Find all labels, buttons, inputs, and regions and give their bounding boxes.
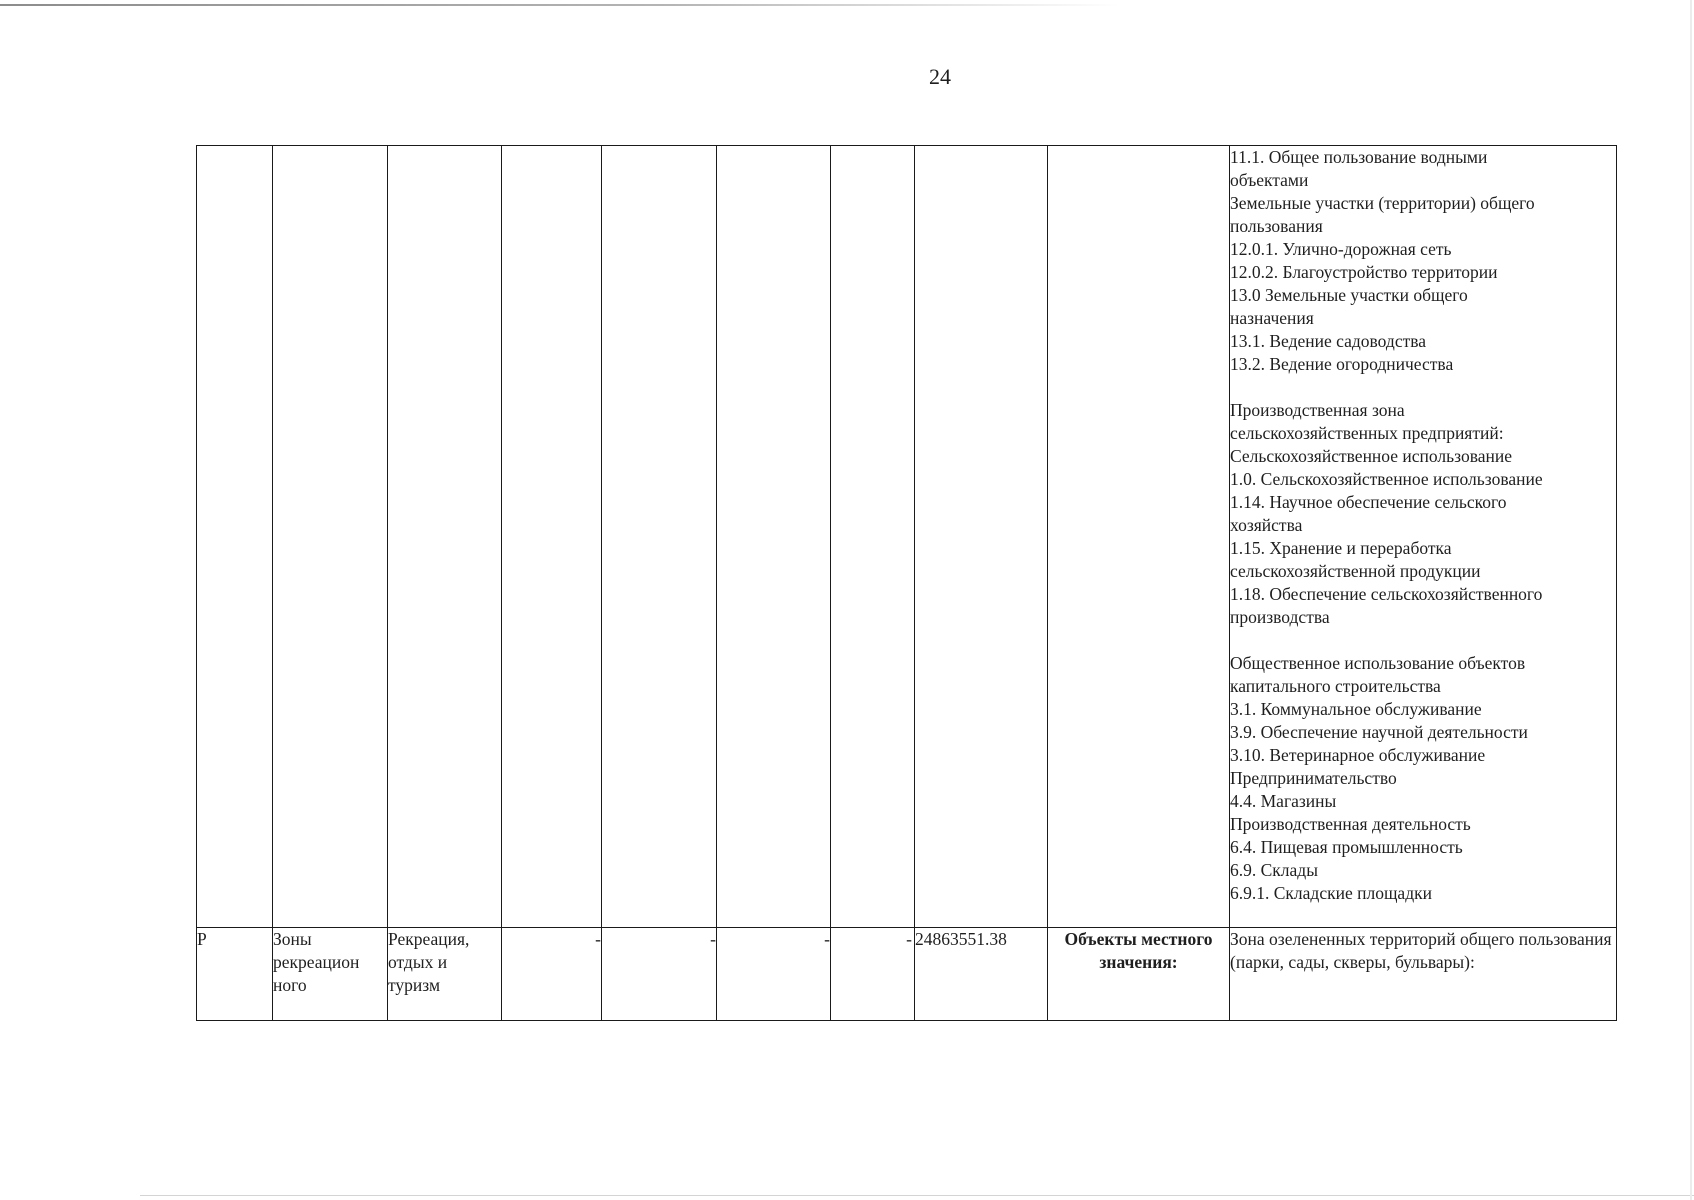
land-use-list <box>1230 146 1616 905</box>
land-use-line: Общественное использование объектов <box>1230 653 1526 673</box>
cell-empty <box>273 146 388 928</box>
land-use-line: 12.0.1. Улично-дорожная сеть <box>1230 239 1452 259</box>
land-use-line: 6.9. Склады <box>1230 860 1318 880</box>
land-use-list-cell <box>1230 146 1617 928</box>
land-use-line: 6.4. Пищевая промышленность <box>1230 837 1463 857</box>
scan-edge-line-top <box>0 4 1120 6</box>
land-use-line: капитального строительства <box>1230 676 1441 696</box>
page-number: 24 <box>929 64 951 89</box>
land-use-line: 11.1. Общее пользование водными <box>1230 147 1488 167</box>
land-use-line: 13.1. Ведение садоводства <box>1230 331 1427 351</box>
cell-empty <box>602 146 717 928</box>
dash-cell: - <box>831 928 915 1021</box>
land-use-line: пользования <box>1230 216 1323 236</box>
land-use-line: 3.9. Обеспечение научной деятельности <box>1230 722 1528 742</box>
scan-edge-line-right <box>1690 0 1692 1200</box>
cell-empty <box>502 146 602 928</box>
land-use-line: 1.18. Обеспечение сельскохозяйственного <box>1230 584 1543 604</box>
objects-label: Объекты местного значения: <box>1048 928 1230 1021</box>
dash-cell: - <box>502 928 602 1021</box>
land-use-line: Сельскохозяйственное использование <box>1230 446 1512 466</box>
land-use-line: 3.1. Коммунальное обслуживание <box>1230 699 1482 719</box>
land-use-line: 1.14. Научное обеспечение сельского <box>1230 492 1507 512</box>
cell-empty <box>915 146 1048 928</box>
land-use-line: объектами <box>1230 170 1309 190</box>
land-use-line: назначения <box>1230 308 1314 328</box>
cell-empty <box>388 146 502 928</box>
land-use-line: 12.0.2. Благоустройство территории <box>1230 262 1498 282</box>
dash-cell: - <box>717 928 831 1021</box>
scan-edge-line-bottom <box>140 1195 1694 1196</box>
land-use-line: Предпринимательство <box>1230 768 1397 788</box>
land-use-line: 3.10. Ветеринарное обслуживание <box>1230 745 1486 765</box>
land-use-line: 13.0 Земельные участки общего <box>1230 285 1468 305</box>
land-use-line: 13.2. Ведение огородничества <box>1230 354 1454 374</box>
zone-name: Зоны рекреацион ного <box>273 928 388 1021</box>
land-use-line: Земельные участки (территории) общего <box>1230 193 1535 213</box>
land-use-line: Производственная деятельность <box>1230 814 1471 834</box>
cell-empty <box>717 146 831 928</box>
land-use-line: производства <box>1230 607 1330 627</box>
zone-area: 24863551.38 <box>915 928 1048 1021</box>
cell-empty <box>197 146 273 928</box>
dash-cell: - <box>602 928 717 1021</box>
cell-empty <box>1048 146 1230 928</box>
land-use-line: 1.15. Хранение и переработка <box>1230 538 1452 558</box>
table-row-recreation-zone <box>197 928 1617 1021</box>
land-use-line: сельскохозяйственной продукции <box>1230 561 1481 581</box>
list-gap <box>1230 629 1616 652</box>
land-use-line: 1.0. Сельскохозяйственное использование <box>1230 469 1543 489</box>
zone-purpose: Рекреация, отдых и туризм <box>388 928 502 1021</box>
land-use-line: 4.4. Магазины <box>1230 791 1337 811</box>
land-use-line: Производственная зона <box>1230 400 1405 420</box>
table-row-land-use-continued <box>197 146 1617 928</box>
land-use-line: 6.9.1. Складские площадки <box>1230 883 1432 903</box>
zoning-table <box>196 145 1617 1021</box>
land-use-line: сельскохозяйственных предприятий: <box>1230 423 1504 443</box>
list-gap <box>1230 376 1616 399</box>
land-use-line: хозяйства <box>1230 515 1303 535</box>
zone-code: Р <box>197 928 273 1021</box>
cell-empty <box>831 146 915 928</box>
zone-description: Зона озелененных территорий общего пользования (парки, сады, скверы, бульвары): <box>1230 928 1617 1021</box>
